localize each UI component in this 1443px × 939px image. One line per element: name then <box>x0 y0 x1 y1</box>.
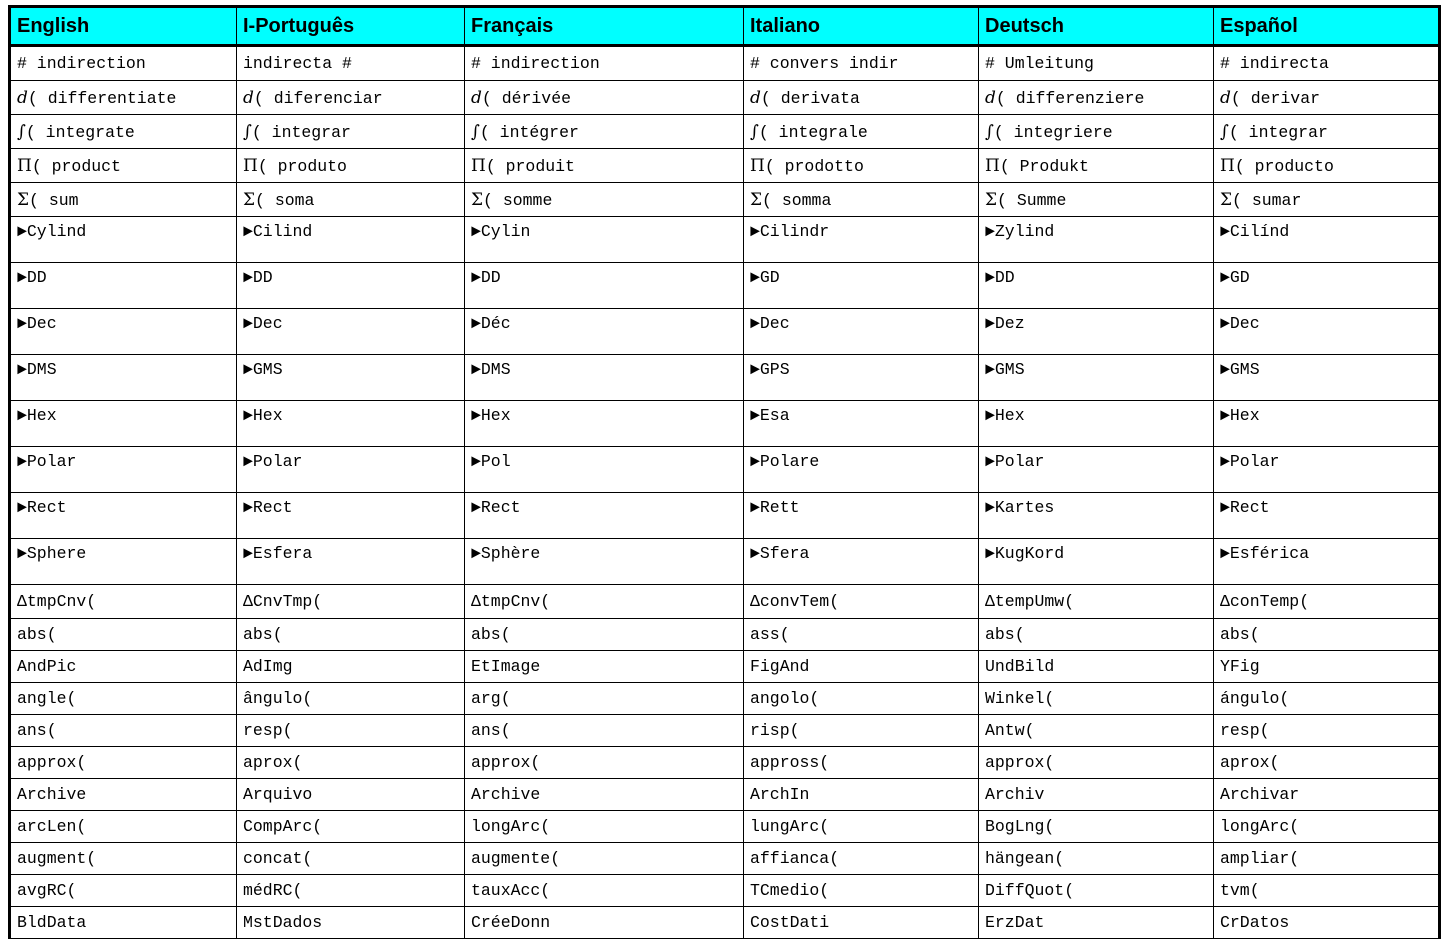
cell-english: augment( <box>10 843 237 875</box>
math-symbol: Π <box>750 155 765 176</box>
table-row <box>10 875 1440 907</box>
cell-portuguese: ►Esfera <box>237 539 465 585</box>
table-row <box>10 355 1440 401</box>
cell-portuguese: ►Dec <box>237 309 465 355</box>
header-portuguese: I-Português <box>237 7 465 46</box>
cell-german: Σ( Summe <box>979 183 1214 217</box>
cell-spanish: longArc( <box>1214 811 1440 843</box>
cell-english: avgRC( <box>10 875 237 907</box>
cell-italian: ass( <box>744 619 979 651</box>
math-symbol: Σ <box>17 189 30 210</box>
cell-french: tauxAcc( <box>465 875 744 907</box>
cell-portuguese: indirecta # <box>237 46 465 81</box>
cell-italian: risp( <box>744 715 979 747</box>
cell-german: approx( <box>979 747 1214 779</box>
cell-english: Σ( sum <box>10 183 237 217</box>
cell-french: ►DD <box>465 263 744 309</box>
cell-portuguese: Π( produto <box>237 149 465 183</box>
cell-italian: ►Esa <box>744 401 979 447</box>
cell-portuguese: ΔCnvTmp( <box>237 585 465 619</box>
cell-italian: appross( <box>744 747 979 779</box>
cell-spanish: ►GMS <box>1214 355 1440 401</box>
cell-spanish: resp( <box>1214 715 1440 747</box>
math-symbol: Σ <box>471 189 484 210</box>
table-row <box>10 539 1440 585</box>
table-row <box>10 811 1440 843</box>
cell-german: abs( <box>979 619 1214 651</box>
cell-spanish: CrDatos <box>1214 907 1440 939</box>
cell-french: ∫( intégrer <box>465 115 744 149</box>
cell-german: ΔtempUmw( <box>979 585 1214 619</box>
cell-italian: affianca( <box>744 843 979 875</box>
cell-french: ►DMS <box>465 355 744 401</box>
math-symbol: Σ <box>243 189 256 210</box>
cell-english: ans( <box>10 715 237 747</box>
cell-german: ►KugKord <box>979 539 1214 585</box>
math-symbol: Σ <box>985 189 998 210</box>
cell-italian: angolo( <box>744 683 979 715</box>
math-symbol: Σ <box>1220 189 1233 210</box>
cell-italian: TCmedio( <box>744 875 979 907</box>
cell-german: ErzDat <box>979 907 1214 939</box>
cell-german: d( differenziere <box>979 81 1214 115</box>
cell-italian: d( derivata <box>744 81 979 115</box>
cell-french: ►Pol <box>465 447 744 493</box>
table-row <box>10 46 1440 81</box>
table-row <box>10 493 1440 539</box>
cell-portuguese: resp( <box>237 715 465 747</box>
cell-italian: # convers indir <box>744 46 979 81</box>
math-symbol: ∫ <box>471 121 480 142</box>
table-body <box>10 46 1440 939</box>
header-italian: Italiano <box>744 7 979 46</box>
cell-spanish: ángulo( <box>1214 683 1440 715</box>
cell-german: hängean( <box>979 843 1214 875</box>
cell-portuguese: ►Rect <box>237 493 465 539</box>
table-row <box>10 779 1440 811</box>
cell-french: # indirection <box>465 46 744 81</box>
math-symbol: ∫ <box>1220 121 1229 142</box>
math-symbol: Π <box>1220 155 1235 176</box>
cell-spanish: Archivar <box>1214 779 1440 811</box>
table-row <box>10 747 1440 779</box>
cell-german: ►Dez <box>979 309 1214 355</box>
math-symbol: ∫ <box>985 121 994 142</box>
cell-portuguese: CompArc( <box>237 811 465 843</box>
cell-italian: FigAnd <box>744 651 979 683</box>
cell-english: Π( product <box>10 149 237 183</box>
cell-french: longArc( <box>465 811 744 843</box>
cell-german: ►Hex <box>979 401 1214 447</box>
cell-german: Winkel( <box>979 683 1214 715</box>
cell-portuguese: ►Cilind <box>237 217 465 263</box>
cell-portuguese: aprox( <box>237 747 465 779</box>
header-german: Deutsch <box>979 7 1214 46</box>
table-row <box>10 907 1440 939</box>
cell-german: ►Polar <box>979 447 1214 493</box>
table-row <box>10 619 1440 651</box>
cell-spanish: tvm( <box>1214 875 1440 907</box>
table-row <box>10 81 1440 115</box>
cell-german: ∫( integriere <box>979 115 1214 149</box>
cell-french: augmente( <box>465 843 744 875</box>
math-symbol: Σ <box>750 189 763 210</box>
cell-italian: ΔconvTem( <box>744 585 979 619</box>
cell-italian: ArchIn <box>744 779 979 811</box>
math-symbol: Π <box>243 155 258 176</box>
cell-spanish: ►Cilínd <box>1214 217 1440 263</box>
cell-portuguese: abs( <box>237 619 465 651</box>
cell-portuguese: MstDados <box>237 907 465 939</box>
header-row <box>10 7 1440 46</box>
cell-portuguese: Σ( soma <box>237 183 465 217</box>
math-symbol: d <box>243 87 254 108</box>
cell-spanish: aprox( <box>1214 747 1440 779</box>
table-row <box>10 715 1440 747</box>
cell-portuguese: ►GMS <box>237 355 465 401</box>
table-row <box>10 651 1440 683</box>
cell-spanish: ►Esférica <box>1214 539 1440 585</box>
cell-portuguese: ângulo( <box>237 683 465 715</box>
cell-english: angle( <box>10 683 237 715</box>
cell-spanish: ampliar( <box>1214 843 1440 875</box>
table-row <box>10 149 1440 183</box>
math-symbol: ∫ <box>17 121 26 142</box>
cell-spanish: ΔconTemp( <box>1214 585 1440 619</box>
table-row <box>10 183 1440 217</box>
table-row <box>10 843 1440 875</box>
cell-english: approx( <box>10 747 237 779</box>
cell-portuguese: concat( <box>237 843 465 875</box>
cell-spanish: ►GD <box>1214 263 1440 309</box>
cell-french: ►Sphère <box>465 539 744 585</box>
cell-german: BogLng( <box>979 811 1214 843</box>
cell-italian: lungArc( <box>744 811 979 843</box>
cell-italian: ∫( integrale <box>744 115 979 149</box>
cell-italian: Σ( somma <box>744 183 979 217</box>
cell-french: ►Hex <box>465 401 744 447</box>
cell-french: ►Déc <box>465 309 744 355</box>
cell-german: # Umleitung <box>979 46 1214 81</box>
cell-french: ►Cylin <box>465 217 744 263</box>
math-symbol: d <box>985 87 996 108</box>
cell-german: ►Zylind <box>979 217 1214 263</box>
cell-french: Π( produit <box>465 149 744 183</box>
cell-portuguese: Arquivo <box>237 779 465 811</box>
cell-italian: ►Dec <box>744 309 979 355</box>
cell-french: approx( <box>465 747 744 779</box>
math-symbol: d <box>17 87 28 108</box>
math-symbol: d <box>1220 87 1231 108</box>
cell-english: ►Polar <box>10 447 237 493</box>
cell-german: ►Kartes <box>979 493 1214 539</box>
math-symbol: Π <box>471 155 486 176</box>
cell-german: UndBild <box>979 651 1214 683</box>
table-row <box>10 447 1440 493</box>
math-symbol: d <box>750 87 761 108</box>
cell-french: abs( <box>465 619 744 651</box>
cell-portuguese: ►Hex <box>237 401 465 447</box>
cell-english: ►Rect <box>10 493 237 539</box>
cell-german: Archiv <box>979 779 1214 811</box>
math-symbol: ∫ <box>243 121 252 142</box>
cell-portuguese: AdImg <box>237 651 465 683</box>
cell-spanish: ∫( integrar <box>1214 115 1440 149</box>
cell-italian: ►GPS <box>744 355 979 401</box>
cell-french: EtImage <box>465 651 744 683</box>
cell-english: # indirection <box>10 46 237 81</box>
table-row <box>10 309 1440 355</box>
cell-italian: ►Sfera <box>744 539 979 585</box>
cell-portuguese: ∫( integrar <box>237 115 465 149</box>
math-symbol: ∫ <box>750 121 759 142</box>
cell-spanish: # indirecta <box>1214 46 1440 81</box>
cell-portuguese: ►DD <box>237 263 465 309</box>
cell-english: ►Hex <box>10 401 237 447</box>
math-symbol: Π <box>985 155 1000 176</box>
cell-italian: Π( prodotto <box>744 149 979 183</box>
header-english: English <box>10 7 237 46</box>
cell-french: d( dérivée <box>465 81 744 115</box>
cell-english: arcLen( <box>10 811 237 843</box>
cell-french: Σ( somme <box>465 183 744 217</box>
cell-english: AndPic <box>10 651 237 683</box>
cell-english: ΔtmpCnv( <box>10 585 237 619</box>
table-row <box>10 217 1440 263</box>
cell-portuguese: d( diferenciar <box>237 81 465 115</box>
cell-french: arg( <box>465 683 744 715</box>
translation-table <box>8 5 1441 939</box>
cell-portuguese: ►Polar <box>237 447 465 493</box>
cell-spanish: d( derivar <box>1214 81 1440 115</box>
cell-french: ►Rect <box>465 493 744 539</box>
cell-french: CréeDonn <box>465 907 744 939</box>
cell-spanish: ►Dec <box>1214 309 1440 355</box>
cell-spanish: Π( producto <box>1214 149 1440 183</box>
table-row <box>10 263 1440 309</box>
header-spanish: Español <box>1214 7 1440 46</box>
cell-spanish: abs( <box>1214 619 1440 651</box>
cell-spanish: ►Hex <box>1214 401 1440 447</box>
cell-italian: ►Rett <box>744 493 979 539</box>
cell-spanish: YFig <box>1214 651 1440 683</box>
table-row <box>10 683 1440 715</box>
cell-english: ►DMS <box>10 355 237 401</box>
cell-german: ►DD <box>979 263 1214 309</box>
cell-italian: CostDati <box>744 907 979 939</box>
cell-german: Π( Produkt <box>979 149 1214 183</box>
cell-english: d( differentiate <box>10 81 237 115</box>
cell-spanish: Σ( sumar <box>1214 183 1440 217</box>
cell-spanish: ►Polar <box>1214 447 1440 493</box>
cell-german: DiffQuot( <box>979 875 1214 907</box>
cell-english: abs( <box>10 619 237 651</box>
cell-italian: ►Polare <box>744 447 979 493</box>
cell-italian: ►Cilindr <box>744 217 979 263</box>
cell-spanish: ►Rect <box>1214 493 1440 539</box>
cell-english: Archive <box>10 779 237 811</box>
cell-english: ►DD <box>10 263 237 309</box>
cell-german: ►GMS <box>979 355 1214 401</box>
cell-english: BldData <box>10 907 237 939</box>
header-french: Français <box>465 7 744 46</box>
cell-english: ∫( integrate <box>10 115 237 149</box>
cell-french: Archive <box>465 779 744 811</box>
table-row <box>10 115 1440 149</box>
cell-english: ►Dec <box>10 309 237 355</box>
cell-italian: ►GD <box>744 263 979 309</box>
cell-portuguese: médRC( <box>237 875 465 907</box>
table-row <box>10 585 1440 619</box>
math-symbol: d <box>471 87 482 108</box>
cell-english: ►Cylind <box>10 217 237 263</box>
cell-english: ►Sphere <box>10 539 237 585</box>
cell-french: ans( <box>465 715 744 747</box>
cell-french: ΔtmpCnv( <box>465 585 744 619</box>
math-symbol: Π <box>17 155 32 176</box>
table-row <box>10 401 1440 447</box>
cell-german: Antw( <box>979 715 1214 747</box>
